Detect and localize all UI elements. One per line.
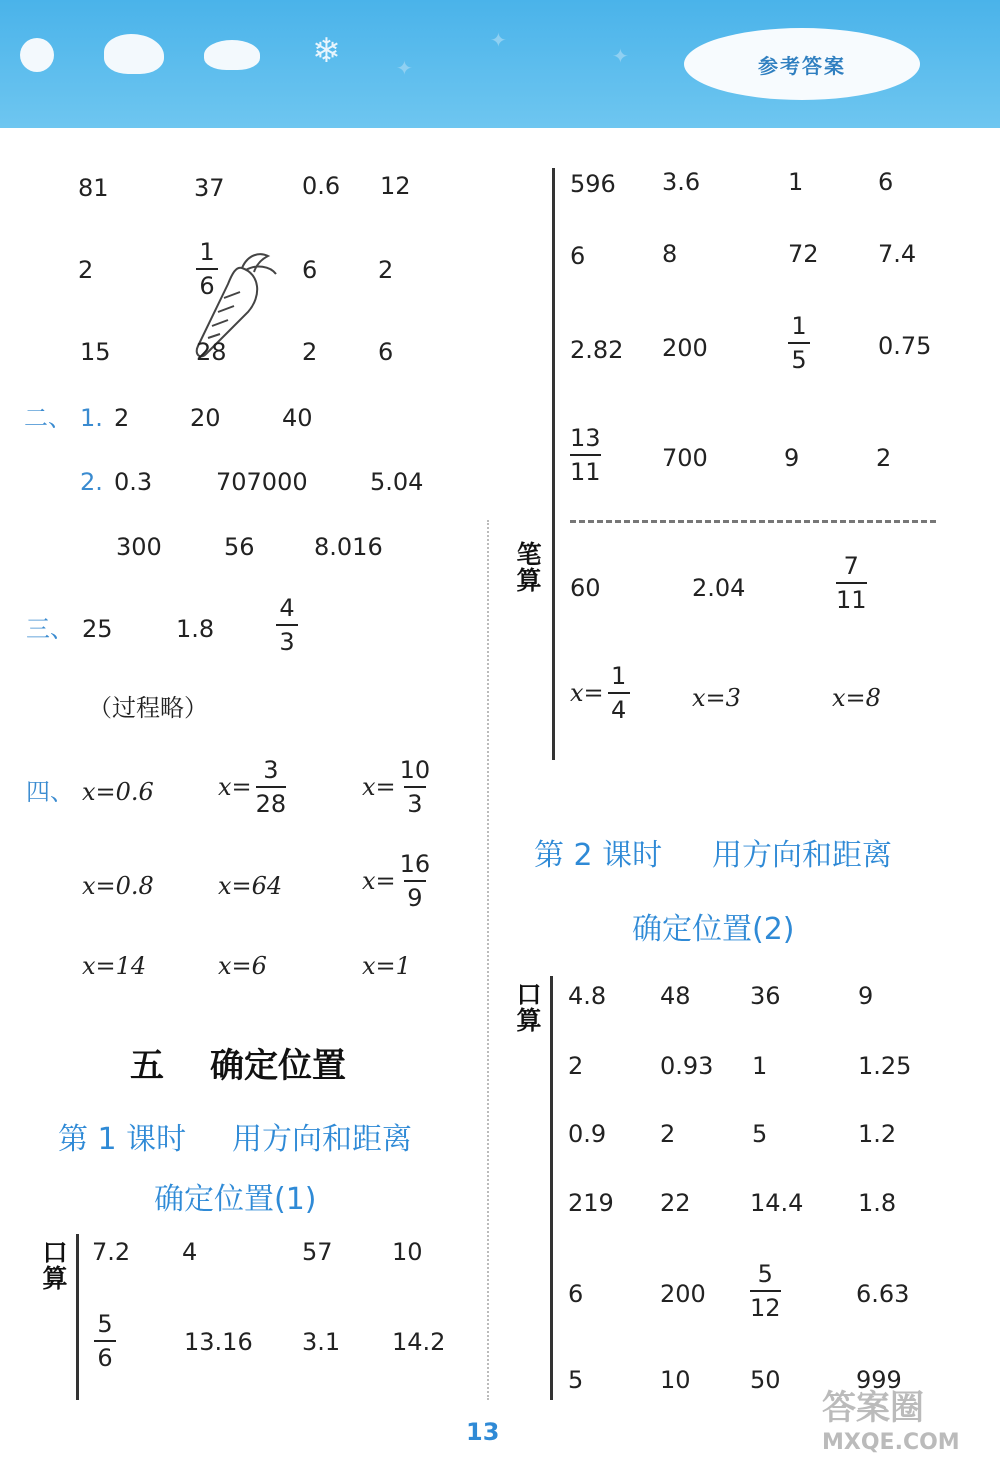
numerator: 5 — [757, 1260, 773, 1288]
section-label: 三、 — [26, 615, 74, 643]
answer-value: 1 — [752, 1052, 768, 1080]
answer-value: 3.6 — [662, 168, 701, 196]
denominator: 5 — [788, 342, 810, 374]
watermark-text: 答案圈 — [822, 1388, 924, 1428]
answer-fraction — [608, 662, 630, 724]
equation-answer: x=1 — [362, 952, 411, 980]
lesson-title: 用方向和距离 — [712, 838, 892, 873]
answer-value: 4.8 — [568, 982, 607, 1010]
equation-prefix: x= — [570, 679, 604, 707]
section-label: 四、 — [26, 778, 74, 806]
answer-value: 48 — [660, 982, 691, 1010]
numerator: 1 — [611, 662, 627, 690]
answer-value: 81 — [78, 174, 109, 202]
watermark — [822, 1388, 992, 1478]
column-divider — [487, 520, 489, 1400]
equation-answer — [570, 662, 630, 724]
answer-value: 0.3 — [114, 468, 153, 496]
sparkle-icon: ✦ — [612, 44, 629, 68]
side-label-oral — [514, 982, 544, 1034]
answer-value: 8 — [662, 240, 678, 268]
denominator: 4 — [608, 692, 630, 724]
equation-answer: x=0.8 — [82, 872, 154, 900]
denominator: 6 — [196, 268, 218, 300]
vertical-divider — [76, 1234, 79, 1400]
answer-value: 200 — [662, 334, 708, 362]
answer-value: 700 — [662, 444, 708, 472]
lesson-number: 第 2 课时 — [534, 838, 663, 873]
equation-answer: x=8 — [832, 684, 881, 712]
answer-value: 5.04 — [370, 468, 424, 496]
equation-prefix: x= — [362, 867, 396, 895]
snowflake-icon: ❄ — [312, 31, 341, 71]
answer-value: 6 — [302, 256, 318, 284]
answer-value: 6 — [378, 338, 394, 366]
answer-value: 13.16 — [184, 1328, 253, 1356]
answer-fraction — [256, 756, 287, 818]
dashed-divider — [570, 520, 936, 523]
answer-value: 12 — [380, 172, 411, 200]
answer-value: 72 — [788, 240, 819, 268]
answer-value: 57 — [302, 1238, 333, 1266]
denominator: 3 — [404, 786, 426, 818]
answer-fraction — [788, 312, 810, 374]
lesson-subtitle: 确定位置(2) — [632, 912, 795, 947]
answer-value: 37 — [194, 174, 225, 202]
answer-value: 25 — [82, 615, 113, 643]
answer-value: 2 — [876, 444, 892, 472]
equation-answer — [362, 850, 430, 912]
equation-answer: x=64 — [218, 872, 283, 900]
sparkle-icon: ✦ — [396, 56, 413, 80]
answer-fraction — [276, 594, 298, 656]
denominator: 9 — [404, 880, 426, 912]
vertical-divider — [552, 168, 555, 760]
answer-value: 6 — [878, 168, 894, 196]
answer-value: 9 — [784, 444, 800, 472]
answer-fraction — [836, 552, 867, 614]
answer-fraction — [570, 424, 601, 486]
answer-value: 50 — [750, 1366, 781, 1394]
answer-value: 0.6 — [302, 172, 341, 200]
unit-title: 确定位置 — [210, 1046, 346, 1086]
answer-value: 6 — [568, 1280, 584, 1308]
circle-decoration-icon — [20, 38, 54, 72]
sparkle-icon: ✦ — [490, 28, 507, 52]
answer-value: 7.4 — [878, 240, 917, 268]
answer-value: 2.82 — [570, 336, 624, 364]
denominator: 11 — [570, 454, 601, 486]
answer-value: 219 — [568, 1189, 614, 1217]
equation-answer — [218, 756, 286, 818]
side-char: 算 — [516, 566, 542, 595]
answer-value: 0.93 — [660, 1052, 714, 1080]
equation-answer: x=0.6 — [82, 778, 154, 806]
process-note: （过程略） — [88, 694, 208, 722]
answer-value: 1.8 — [176, 615, 215, 643]
denominator: 12 — [750, 1290, 781, 1322]
side-label-oral — [40, 1240, 70, 1292]
denominator: 3 — [276, 624, 298, 656]
unit-number: 五 — [130, 1046, 164, 1086]
answer-fraction — [400, 756, 431, 818]
answer-value: 1 — [788, 168, 804, 196]
answer-value: 6 — [570, 242, 586, 270]
answer-value: 22 — [660, 1189, 691, 1217]
side-char: 算 — [516, 1006, 542, 1035]
answer-value: 300 — [116, 533, 162, 561]
answer-value: 2 — [78, 256, 94, 284]
answer-fraction — [94, 1310, 116, 1372]
answer-label: 参考答案 — [684, 28, 920, 100]
answer-value: 9 — [858, 982, 874, 1010]
watermark-url: MXQE.COM — [822, 1430, 960, 1455]
equation-answer — [362, 756, 430, 818]
answer-value: 56 — [224, 533, 255, 561]
equation-prefix: x= — [218, 773, 252, 801]
lesson-subtitle: 确定位置(1) — [154, 1182, 317, 1217]
answer-value: 2 — [114, 404, 130, 432]
section-label: 二、 — [24, 404, 72, 432]
equation-prefix: x= — [362, 773, 396, 801]
answer-value: 10 — [392, 1238, 423, 1266]
answer-value: 1.25 — [858, 1052, 912, 1080]
numerator: 3 — [263, 756, 279, 784]
answer-fraction — [750, 1260, 781, 1322]
side-char: 算 — [42, 1264, 68, 1293]
answer-value: 15 — [80, 338, 111, 366]
equation-answer: x=3 — [692, 684, 741, 712]
side-char: 口 — [42, 1238, 68, 1267]
answer-value: 596 — [570, 170, 616, 198]
answer-value: 999 — [856, 1366, 902, 1394]
answer-value: 2.04 — [692, 574, 746, 602]
item-label: 2. — [80, 468, 103, 496]
answer-value: 0.9 — [568, 1120, 607, 1148]
answer-value: 40 — [282, 404, 313, 432]
denominator: 6 — [94, 1340, 116, 1372]
answer-value: 36 — [750, 982, 781, 1010]
answer-value: 3.1 — [302, 1328, 341, 1356]
cloud-icon — [204, 40, 260, 70]
cloud-icon — [104, 34, 164, 74]
side-char: 口 — [516, 980, 542, 1009]
answer-value: 707000 — [216, 468, 308, 496]
answer-value: 20 — [190, 404, 221, 432]
answer-value: 2 — [302, 338, 318, 366]
answer-value: 5 — [568, 1366, 584, 1394]
header-banner — [0, 0, 1000, 128]
answer-value: 200 — [660, 1280, 706, 1308]
numerator: 5 — [97, 1310, 113, 1338]
answer-value: 6.63 — [856, 1280, 910, 1308]
answer-value: 0.75 — [878, 332, 932, 360]
answer-value: 2 — [378, 256, 394, 284]
answer-value: 1.8 — [858, 1189, 897, 1217]
answer-value: 60 — [570, 574, 601, 602]
denominator: 28 — [256, 786, 287, 818]
item-label: 1. — [80, 404, 103, 432]
numerator: 16 — [399, 850, 431, 878]
lesson-title: 用方向和距离 — [232, 1122, 412, 1157]
answer-fraction — [400, 850, 431, 912]
numerator: 4 — [279, 594, 295, 622]
answer-value: 8.016 — [314, 533, 383, 561]
equation-answer: x=14 — [82, 952, 147, 980]
answer-value: 2 — [660, 1120, 676, 1148]
side-char: 笔 — [516, 540, 542, 569]
answer-value: 14.4 — [750, 1189, 804, 1217]
answer-value: 1.2 — [858, 1120, 897, 1148]
lesson-number: 第 1 课时 — [58, 1122, 187, 1157]
numerator: 1 — [199, 238, 215, 266]
numerator: 10 — [399, 756, 431, 784]
numerator: 13 — [570, 424, 601, 452]
page-number: 13 — [466, 1418, 500, 1446]
answer-value: 10 — [660, 1366, 691, 1394]
answer-value: 7.2 — [92, 1238, 131, 1266]
answer-value: 2 — [568, 1052, 584, 1080]
answer-value: 28 — [196, 338, 227, 366]
numerator: 1 — [791, 312, 807, 340]
answer-value: 4 — [182, 1238, 198, 1266]
side-label-written — [514, 542, 544, 594]
numerator: 7 — [843, 552, 859, 580]
equation-answer: x=6 — [218, 952, 267, 980]
answer-value: 14.2 — [392, 1328, 446, 1356]
vertical-divider — [550, 976, 553, 1400]
answer-value: 5 — [752, 1120, 768, 1148]
denominator: 11 — [836, 582, 867, 614]
